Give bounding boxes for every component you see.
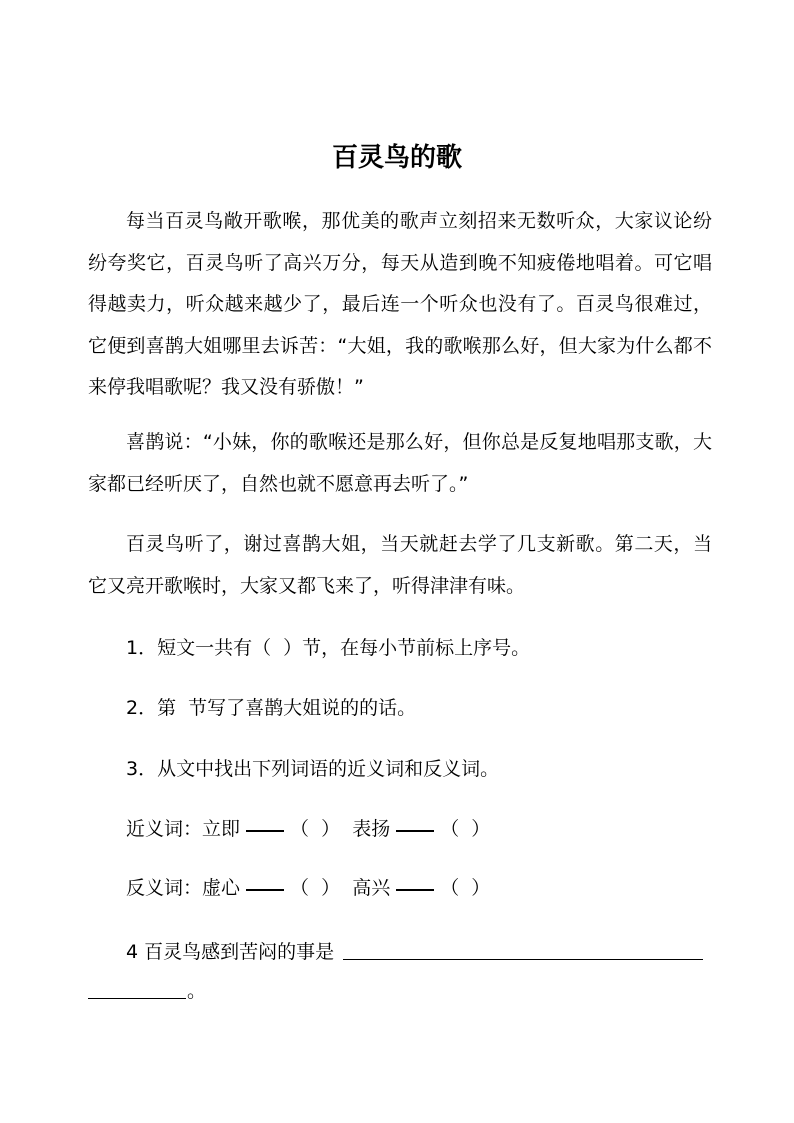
synonym-paren-2[interactable]: （ ） (440, 818, 491, 840)
antonym-blank-2[interactable] (396, 889, 434, 891)
synonym-blank-2[interactable] (396, 830, 434, 832)
antonym-row (126, 873, 490, 903)
question-3: 3．从文中找出下列词语的近义词和反义词。 (126, 758, 500, 780)
synonym-blank-1[interactable] (246, 830, 284, 832)
synonym-paren-1[interactable]: （ ） (290, 818, 341, 840)
antonym-label: 反义词：虚心 (126, 877, 241, 899)
antonym-paren-2[interactable]: （ ） (440, 877, 491, 899)
synonym-word-2: 表扬 (352, 818, 391, 840)
synonym-row (126, 814, 490, 844)
story-paragraph-2: 喜鹊说：“小妹，你的歌喉还是那么好，但你总是反复地唱那支歌，大家都已经听厌了，自然也就不愿意再去听了。” (88, 431, 712, 495)
story-paragraph-3: 百灵鸟听了，谢过喜鹊大姐，当天就赶去学了几支新歌。第二天，当它又亮开歌喉时，大家又都飞来了，听得津津有味。 (88, 533, 712, 597)
question-4-end-mark: 。 (187, 980, 207, 1002)
antonym-blank-1[interactable] (246, 889, 284, 891)
question-4: 4 百灵鸟感到苦闷的事是 (126, 941, 335, 963)
antonym-word-2: 高兴 (352, 877, 391, 899)
question-2: 2．第 节写了喜鹊大姐说的的话。 (126, 697, 417, 719)
antonym-paren-1[interactable]: （ ） (290, 877, 341, 899)
story-paragraph-1: 每当百灵鸟敞开歌喉，那优美的歌声立刻招来无数听众，大家议论纷纷夸奖它，百灵鸟听了高兴万分，每天从造到晚不知疲倦地唱着。可它唱得越卖力，听众越来越少了，最后连一个听众也没有了。百灵鸟很难过，它便到喜鹊大姐哪里去诉苦：“大姐，我的歌喉那么好，但大家为什么都不来停我唱歌呢？我又没有骄傲！” (88, 210, 712, 398)
synonym-label: 近义词：立即 (126, 818, 241, 840)
answer-blank-line-1[interactable] (343, 959, 703, 960)
answer-blank-line-2[interactable] (88, 998, 186, 999)
page-title: 百灵鸟的歌 (331, 143, 462, 173)
question-1: 1．短文一共有（ ）节，在每小节前标上序号。 (126, 637, 531, 659)
